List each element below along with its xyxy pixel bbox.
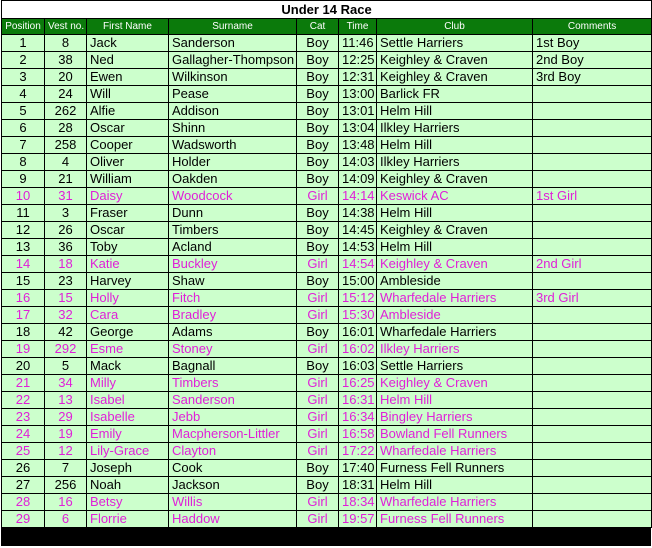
first-name-cell: Betsy — [87, 494, 169, 511]
surname-cell: Timbers — [169, 375, 297, 392]
table-row — [2, 392, 652, 409]
club-cell: Helm Hill — [377, 103, 533, 120]
club-cell: Bowland Fell Runners — [377, 426, 533, 443]
vest-cell: 42 — [45, 324, 87, 341]
first-name-cell: Toby — [87, 239, 169, 256]
first-name-cell: Harvey — [87, 273, 169, 290]
position-cell: 18 — [2, 324, 45, 341]
vest-cell: 28 — [45, 120, 87, 137]
table-row — [2, 409, 652, 426]
vest-cell: 4 — [45, 154, 87, 171]
surname-cell: Adams — [169, 324, 297, 341]
col-header-cat: Cat — [297, 19, 339, 35]
first-name-cell: Joseph — [87, 460, 169, 477]
table-row — [2, 477, 652, 494]
comment-cell — [533, 477, 652, 494]
surname-cell: Stoney — [169, 341, 297, 358]
cat-cell: Girl — [297, 307, 339, 324]
time-cell: 14:54 — [339, 256, 377, 273]
cat-cell: Girl — [297, 511, 339, 528]
title-row — [2, 1, 652, 19]
cat-cell: Boy — [297, 52, 339, 69]
club-cell: Keighley & Craven — [377, 256, 533, 273]
club-cell: Wharfedale Harriers — [377, 494, 533, 511]
time-cell: 14:45 — [339, 222, 377, 239]
club-cell: Helm Hill — [377, 239, 533, 256]
time-cell: 14:09 — [339, 171, 377, 188]
cat-cell: Boy — [297, 154, 339, 171]
cat-cell: Boy — [297, 477, 339, 494]
first-name-cell: Oscar — [87, 222, 169, 239]
first-name-cell: Milly — [87, 375, 169, 392]
position-cell: 15 — [2, 273, 45, 290]
vest-cell: 12 — [45, 443, 87, 460]
first-name-cell: Fraser — [87, 205, 169, 222]
time-cell: 16:02 — [339, 341, 377, 358]
club-cell: Helm Hill — [377, 477, 533, 494]
cat-cell: Girl — [297, 392, 339, 409]
surname-cell: Woodcock — [169, 188, 297, 205]
time-cell: 12:25 — [339, 52, 377, 69]
first-name-cell: Holly — [87, 290, 169, 307]
surname-cell: Pease — [169, 86, 297, 103]
position-cell: 21 — [2, 375, 45, 392]
table-row — [2, 171, 652, 188]
time-cell: 12:31 — [339, 69, 377, 86]
position-cell: 12 — [2, 222, 45, 239]
club-cell: Ambleside — [377, 273, 533, 290]
table-row — [2, 494, 652, 511]
surname-cell: Jebb — [169, 409, 297, 426]
position-cell: 8 — [2, 154, 45, 171]
position-cell: 7 — [2, 137, 45, 154]
surname-cell: Gallagher-Thompson — [169, 52, 297, 69]
comment-cell — [533, 358, 652, 375]
position-cell: 26 — [2, 460, 45, 477]
table-row — [2, 290, 652, 307]
club-cell: Keswick AC — [377, 188, 533, 205]
first-name-cell: Emily — [87, 426, 169, 443]
table-row — [2, 188, 652, 205]
club-cell: Ilkley Harriers — [377, 120, 533, 137]
first-name-cell: Ned — [87, 52, 169, 69]
position-cell: 25 — [2, 443, 45, 460]
vest-cell: 5 — [45, 358, 87, 375]
time-cell: 16:01 — [339, 324, 377, 341]
cat-cell: Girl — [297, 188, 339, 205]
vest-cell: 26 — [45, 222, 87, 239]
results-table — [1, 0, 652, 528]
surname-cell: Oakden — [169, 171, 297, 188]
time-cell: 13:48 — [339, 137, 377, 154]
position-cell: 11 — [2, 205, 45, 222]
club-cell: Furness Fell Runners — [377, 511, 533, 528]
surname-cell: Willis — [169, 494, 297, 511]
comment-cell — [533, 154, 652, 171]
comment-cell — [533, 494, 652, 511]
vest-cell: 13 — [45, 392, 87, 409]
vest-cell: 31 — [45, 188, 87, 205]
position-cell: 2 — [2, 52, 45, 69]
time-cell: 14:14 — [339, 188, 377, 205]
vest-cell: 256 — [45, 477, 87, 494]
comment-cell — [533, 443, 652, 460]
vest-cell: 258 — [45, 137, 87, 154]
time-cell: 16:34 — [339, 409, 377, 426]
table-row — [2, 341, 652, 358]
comment-cell — [533, 86, 652, 103]
vest-cell: 34 — [45, 375, 87, 392]
club-cell: Keighley & Craven — [377, 375, 533, 392]
first-name-cell: George — [87, 324, 169, 341]
table-row — [2, 52, 652, 69]
club-cell: Keighley & Craven — [377, 171, 533, 188]
vest-cell: 21 — [45, 171, 87, 188]
surname-cell: Timbers — [169, 222, 297, 239]
vest-cell: 29 — [45, 409, 87, 426]
col-header-comments: Comments — [533, 19, 652, 35]
table-row — [2, 324, 652, 341]
vest-cell: 8 — [45, 35, 87, 52]
position-cell: 1 — [2, 35, 45, 52]
first-name-cell: Florrie — [87, 511, 169, 528]
comment-cell: 1st Girl — [533, 188, 652, 205]
col-header-position: Position — [2, 19, 45, 35]
surname-cell: Haddow — [169, 511, 297, 528]
time-cell: 15:30 — [339, 307, 377, 324]
first-name-cell: Daisy — [87, 188, 169, 205]
table-row — [2, 103, 652, 120]
cat-cell: Boy — [297, 239, 339, 256]
first-name-cell: Cara — [87, 307, 169, 324]
time-cell: 17:22 — [339, 443, 377, 460]
cat-cell: Boy — [297, 35, 339, 52]
vest-cell: 15 — [45, 290, 87, 307]
surname-cell: Wadsworth — [169, 137, 297, 154]
cat-cell: Boy — [297, 137, 339, 154]
time-cell: 14:03 — [339, 154, 377, 171]
cat-cell: Boy — [297, 103, 339, 120]
vest-cell: 38 — [45, 52, 87, 69]
first-name-cell: Esme — [87, 341, 169, 358]
surname-cell: Macpherson-Littler — [169, 426, 297, 443]
cat-cell: Boy — [297, 205, 339, 222]
header-row — [2, 19, 652, 35]
time-cell: 16:03 — [339, 358, 377, 375]
comment-cell — [533, 392, 652, 409]
club-cell: Helm Hill — [377, 137, 533, 154]
comment-cell: 3rd Girl — [533, 290, 652, 307]
surname-cell: Bagnall — [169, 358, 297, 375]
table-row — [2, 239, 652, 256]
club-cell: Settle Harriers — [377, 35, 533, 52]
surname-cell: Jackson — [169, 477, 297, 494]
cat-cell: Boy — [297, 86, 339, 103]
table-row — [2, 443, 652, 460]
position-cell: 14 — [2, 256, 45, 273]
surname-cell: Addison — [169, 103, 297, 120]
vest-cell: 7 — [45, 460, 87, 477]
vest-cell: 18 — [45, 256, 87, 273]
col-header-time: Time — [339, 19, 377, 35]
vest-cell: 16 — [45, 494, 87, 511]
first-name-cell: Katie — [87, 256, 169, 273]
position-cell: 6 — [2, 120, 45, 137]
position-cell: 5 — [2, 103, 45, 120]
time-cell: 16:31 — [339, 392, 377, 409]
comment-cell: 3rd Boy — [533, 69, 652, 86]
club-cell: Bingley Harriers — [377, 409, 533, 426]
comment-cell — [533, 103, 652, 120]
club-cell: Keighley & Craven — [377, 222, 533, 239]
first-name-cell: Oscar — [87, 120, 169, 137]
time-cell: 15:12 — [339, 290, 377, 307]
table-row — [2, 511, 652, 528]
club-cell: Helm Hill — [377, 205, 533, 222]
position-cell: 17 — [2, 307, 45, 324]
comment-cell — [533, 120, 652, 137]
comment-cell — [533, 307, 652, 324]
comment-cell — [533, 511, 652, 528]
club-cell: Keighley & Craven — [377, 52, 533, 69]
club-cell: Barlick FR — [377, 86, 533, 103]
surname-cell: Sanderson — [169, 35, 297, 52]
comment-cell — [533, 409, 652, 426]
surname-cell: Shaw — [169, 273, 297, 290]
time-cell: 13:04 — [339, 120, 377, 137]
cat-cell: Boy — [297, 324, 339, 341]
time-cell: 16:25 — [339, 375, 377, 392]
cat-cell: Boy — [297, 171, 339, 188]
comment-cell — [533, 205, 652, 222]
club-cell: Ilkley Harriers — [377, 154, 533, 171]
surname-cell: Buckley — [169, 256, 297, 273]
first-name-cell: Isabelle — [87, 409, 169, 426]
table-row — [2, 205, 652, 222]
surname-cell: Holder — [169, 154, 297, 171]
surname-cell: Clayton — [169, 443, 297, 460]
comment-cell: 2nd Boy — [533, 52, 652, 69]
first-name-cell: Alfie — [87, 103, 169, 120]
club-cell: Wharfedale Harriers — [377, 324, 533, 341]
first-name-cell: Jack — [87, 35, 169, 52]
surname-cell: Dunn — [169, 205, 297, 222]
vest-cell: 24 — [45, 86, 87, 103]
cat-cell: Boy — [297, 358, 339, 375]
table-row — [2, 35, 652, 52]
time-cell: 15:00 — [339, 273, 377, 290]
club-cell: Keighley & Craven — [377, 69, 533, 86]
position-cell: 24 — [2, 426, 45, 443]
cat-cell: Girl — [297, 494, 339, 511]
cat-cell: Girl — [297, 341, 339, 358]
vest-cell: 23 — [45, 273, 87, 290]
position-cell: 16 — [2, 290, 45, 307]
time-cell: 19:57 — [339, 511, 377, 528]
first-name-cell: Will — [87, 86, 169, 103]
first-name-cell: Noah — [87, 477, 169, 494]
vest-cell: 32 — [45, 307, 87, 324]
table-row — [2, 307, 652, 324]
table-row — [2, 256, 652, 273]
race-title: Under 14 Race — [2, 1, 652, 19]
table-row — [2, 375, 652, 392]
surname-cell: Acland — [169, 239, 297, 256]
comment-cell: 2nd Girl — [533, 256, 652, 273]
comment-cell — [533, 324, 652, 341]
table-row — [2, 222, 652, 239]
position-cell: 23 — [2, 409, 45, 426]
cat-cell: Boy — [297, 460, 339, 477]
club-cell: Wharfedale Harriers — [377, 443, 533, 460]
vest-cell: 262 — [45, 103, 87, 120]
time-cell: 18:31 — [339, 477, 377, 494]
first-name-cell: Mack — [87, 358, 169, 375]
first-name-cell: Lily-Grace — [87, 443, 169, 460]
club-cell: Helm Hill — [377, 392, 533, 409]
cat-cell: Boy — [297, 273, 339, 290]
table-row — [2, 273, 652, 290]
vest-cell: 3 — [45, 205, 87, 222]
surname-cell: Fitch — [169, 290, 297, 307]
time-cell: 13:00 — [339, 86, 377, 103]
results-body — [2, 35, 652, 528]
comment-cell — [533, 460, 652, 477]
first-name-cell: Ewen — [87, 69, 169, 86]
club-cell: Ilkley Harriers — [377, 341, 533, 358]
position-cell: 9 — [2, 171, 45, 188]
first-name-cell: William — [87, 171, 169, 188]
comment-cell — [533, 273, 652, 290]
time-cell: 16:58 — [339, 426, 377, 443]
table-row — [2, 460, 652, 477]
vest-cell: 292 — [45, 341, 87, 358]
vest-cell: 20 — [45, 69, 87, 86]
cat-cell: Boy — [297, 69, 339, 86]
club-cell: Wharfedale Harriers — [377, 290, 533, 307]
position-cell: 22 — [2, 392, 45, 409]
time-cell: 13:01 — [339, 103, 377, 120]
footer-bar — [1, 527, 651, 546]
time-cell: 11:46 — [339, 35, 377, 52]
time-cell: 18:34 — [339, 494, 377, 511]
cat-cell: Girl — [297, 290, 339, 307]
comment-cell — [533, 426, 652, 443]
comment-cell — [533, 171, 652, 188]
cat-cell: Girl — [297, 375, 339, 392]
club-cell: Ambleside — [377, 307, 533, 324]
position-cell: 3 — [2, 69, 45, 86]
table-row — [2, 86, 652, 103]
surname-cell: Shinn — [169, 120, 297, 137]
comment-cell — [533, 239, 652, 256]
position-cell: 29 — [2, 511, 45, 528]
cat-cell: Girl — [297, 409, 339, 426]
position-cell: 10 — [2, 188, 45, 205]
club-cell: Settle Harriers — [377, 358, 533, 375]
table-row — [2, 154, 652, 171]
vest-cell: 19 — [45, 426, 87, 443]
time-cell: 17:40 — [339, 460, 377, 477]
cat-cell: Boy — [297, 222, 339, 239]
col-header-vest: Vest no. — [45, 19, 87, 35]
comment-cell — [533, 222, 652, 239]
table-row — [2, 120, 652, 137]
time-cell: 14:53 — [339, 239, 377, 256]
cat-cell: Boy — [297, 120, 339, 137]
table-row — [2, 426, 652, 443]
position-cell: 20 — [2, 358, 45, 375]
first-name-cell: Isabel — [87, 392, 169, 409]
time-cell: 14:38 — [339, 205, 377, 222]
table-row — [2, 69, 652, 86]
cat-cell: Girl — [297, 443, 339, 460]
table-row — [2, 137, 652, 154]
surname-cell: Sanderson — [169, 392, 297, 409]
vest-cell: 6 — [45, 511, 87, 528]
cat-cell: Girl — [297, 256, 339, 273]
first-name-cell: Cooper — [87, 137, 169, 154]
col-header-surname: Surname — [169, 19, 297, 35]
position-cell: 19 — [2, 341, 45, 358]
club-cell: Furness Fell Runners — [377, 460, 533, 477]
position-cell: 28 — [2, 494, 45, 511]
table-row — [2, 358, 652, 375]
position-cell: 4 — [2, 86, 45, 103]
comment-cell — [533, 375, 652, 392]
col-header-club: Club — [377, 19, 533, 35]
cat-cell: Girl — [297, 426, 339, 443]
position-cell: 13 — [2, 239, 45, 256]
comment-cell: 1st Boy — [533, 35, 652, 52]
col-header-first-name: First Name — [87, 19, 169, 35]
surname-cell: Cook — [169, 460, 297, 477]
surname-cell: Wilkinson — [169, 69, 297, 86]
position-cell: 27 — [2, 477, 45, 494]
vest-cell: 36 — [45, 239, 87, 256]
comment-cell — [533, 341, 652, 358]
first-name-cell: Oliver — [87, 154, 169, 171]
surname-cell: Bradley — [169, 307, 297, 324]
comment-cell — [533, 137, 652, 154]
